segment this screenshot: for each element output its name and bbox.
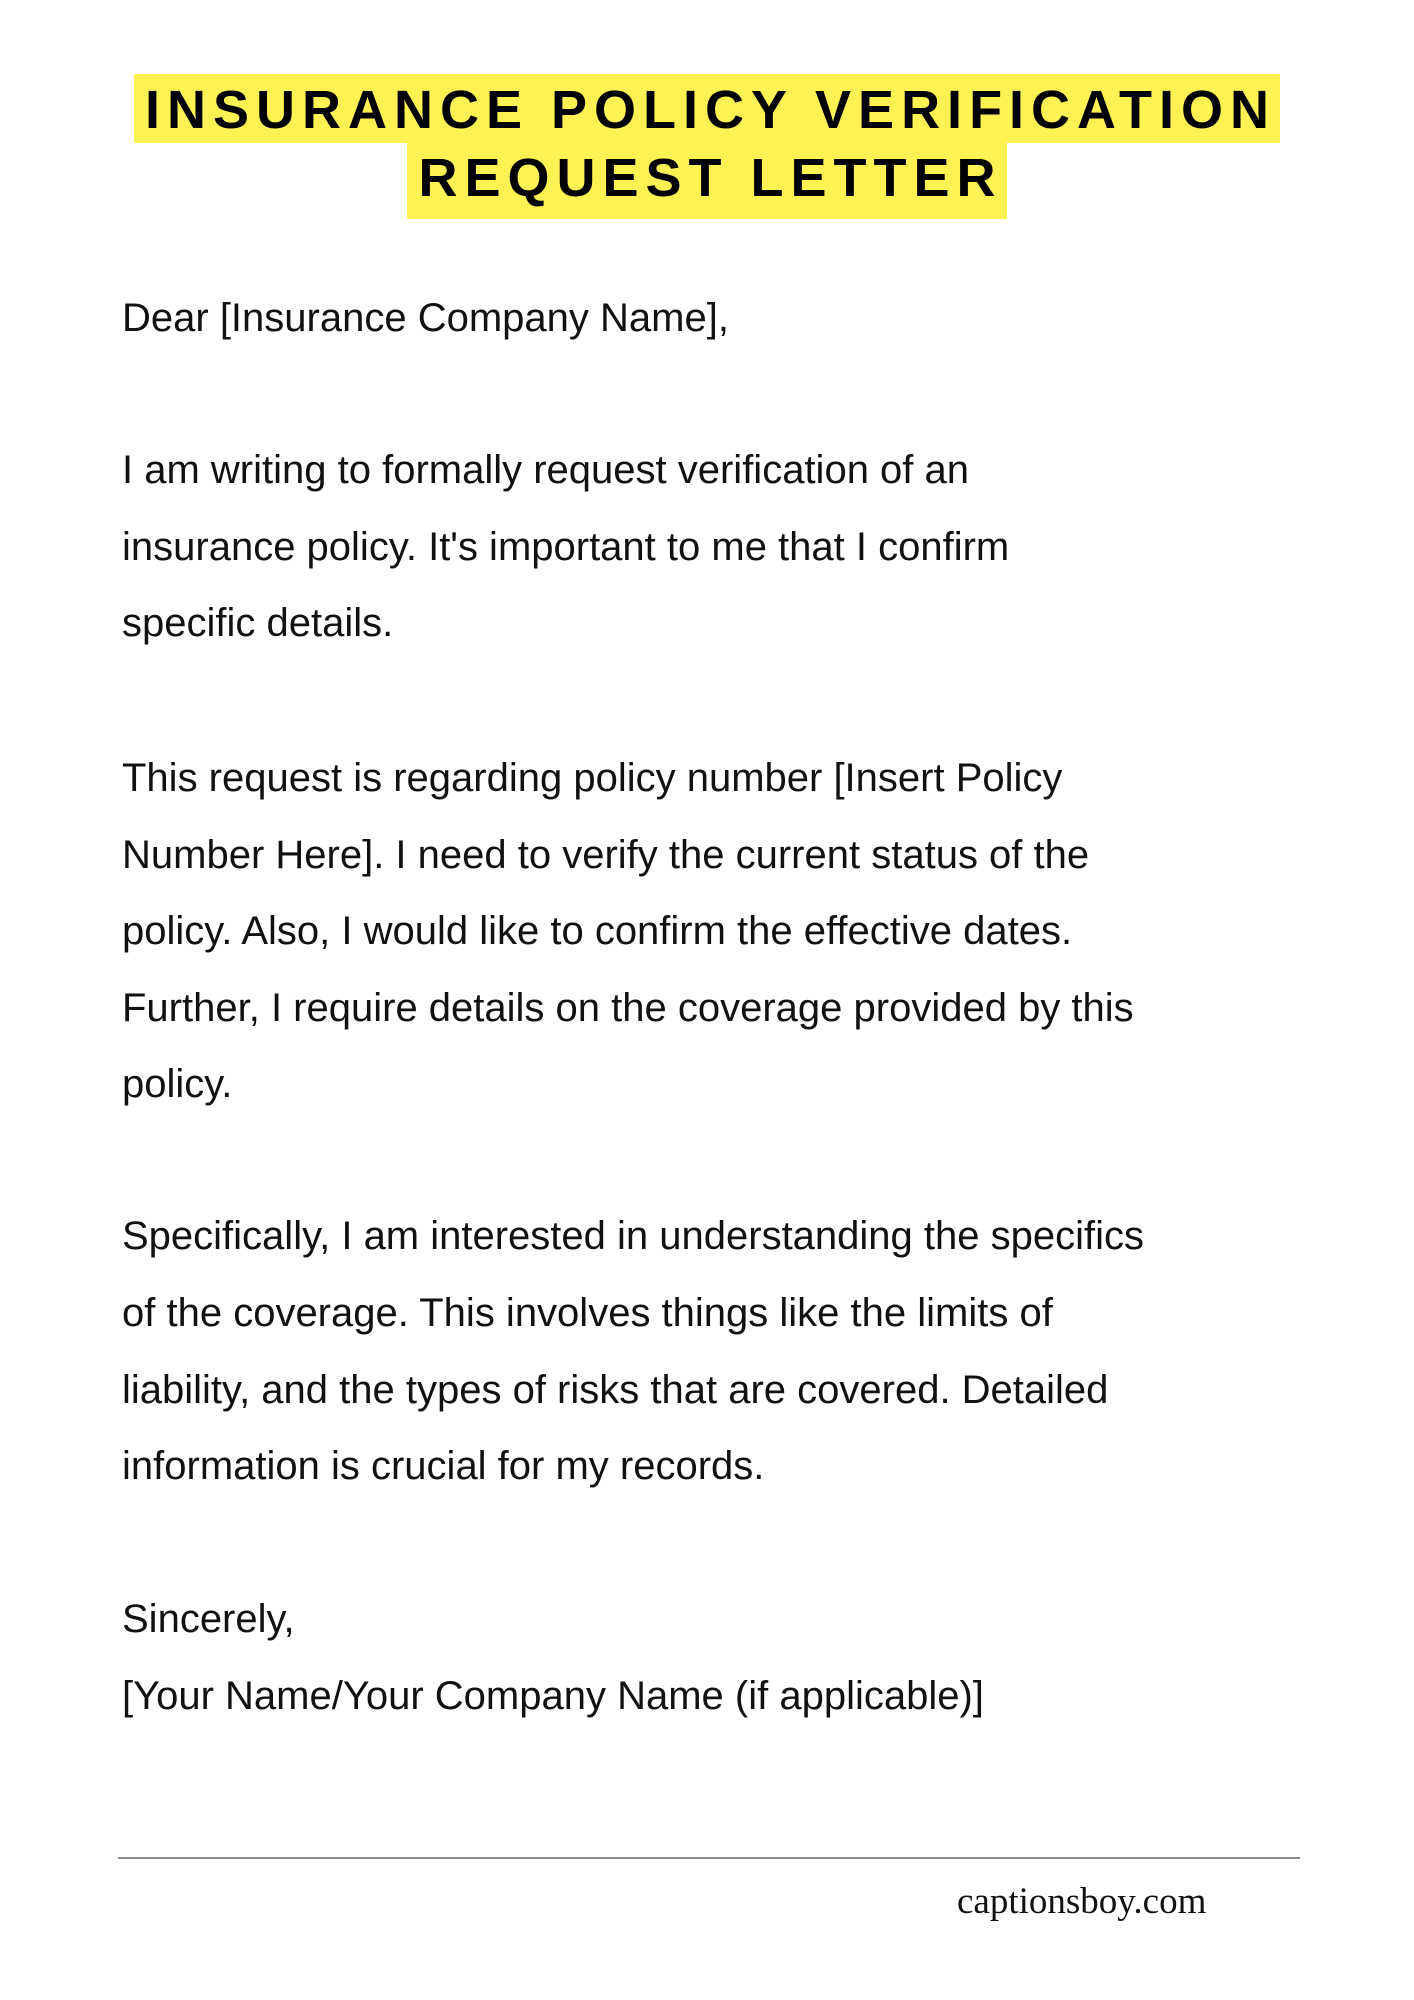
paragraph-line: specific details. — [122, 601, 394, 645]
paragraph-line: policy. — [122, 1062, 233, 1106]
signature: [Your Name/Your Company Name (if applicable)] — [122, 1674, 984, 1718]
title-line-1-wrap — [0, 74, 1414, 143]
paragraph-line: of the coverage. This involves things like the limits of — [122, 1291, 1053, 1335]
paragraph-line: I am writing to formally request verification of an — [122, 448, 970, 492]
closing: Sincerely, — [122, 1597, 295, 1641]
paragraph-line: policy. Also, I would like to confirm the effective dates. — [122, 909, 1073, 953]
title-line-2-wrap — [0, 143, 1414, 219]
footer-divider — [118, 1857, 1300, 1859]
paragraph-line: liability, and the types of risks that are covered. Detailed — [122, 1368, 1109, 1412]
salutation: Dear [Insurance Company Name], — [122, 296, 729, 340]
paragraph-line: Specifically, I am interested in understanding the specifics — [122, 1214, 1145, 1258]
footer-brand: captionsboy.com — [957, 1881, 1207, 1922]
paragraph-line: Number Here]. I need to verify the current status of the — [122, 833, 1090, 877]
page-title-line-1: INSURANCE POLICY VERIFICATION — [134, 74, 1280, 143]
paragraph-line: information is crucial for my records. — [122, 1444, 765, 1488]
paragraph-line: This request is regarding policy number [Insert Policy — [122, 756, 1063, 800]
page-title-line-2: REQUEST LETTER — [407, 143, 1006, 219]
paragraph-line: insurance policy. It's important to me that I confirm — [122, 525, 1010, 569]
paragraph-line: Further, I require details on the coverage provided by this — [122, 986, 1134, 1030]
